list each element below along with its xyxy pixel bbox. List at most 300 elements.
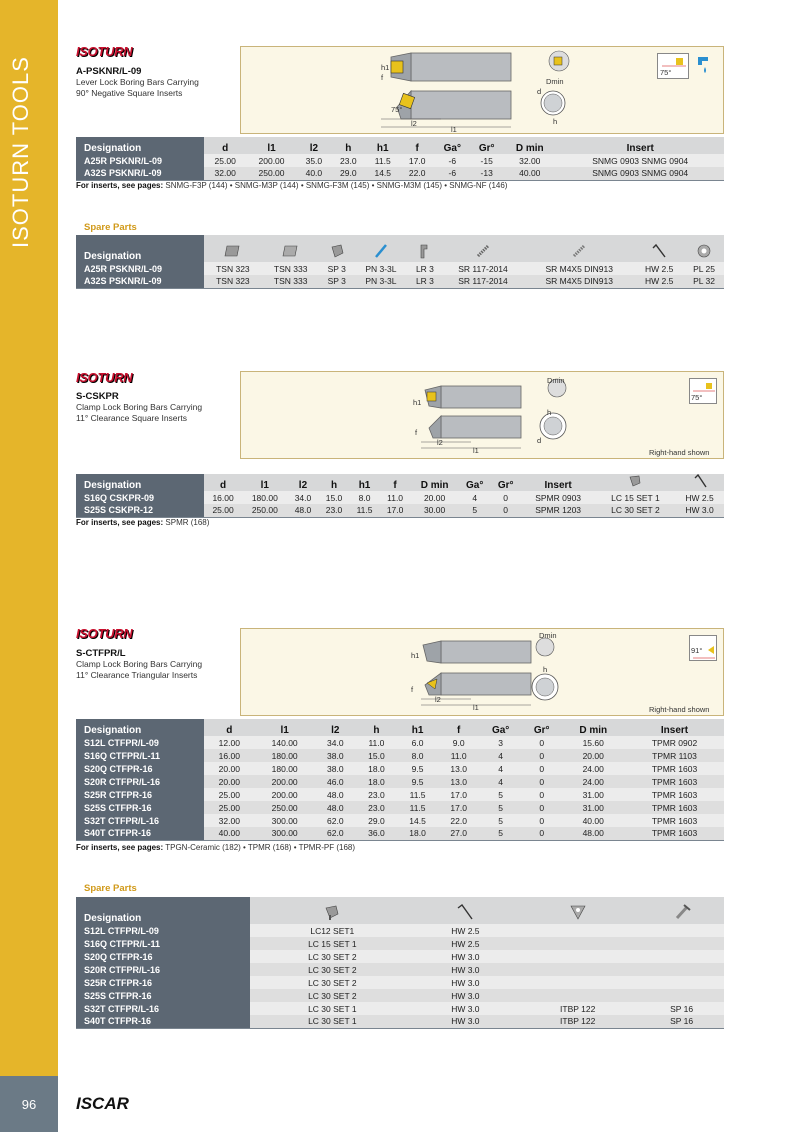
cell: 0 bbox=[522, 814, 561, 827]
col-header: D min bbox=[503, 137, 556, 154]
cell: 32.00 bbox=[204, 167, 246, 180]
cell: 16.00 bbox=[204, 749, 255, 762]
table-row bbox=[76, 788, 724, 801]
cell: 15.0 bbox=[356, 749, 397, 762]
cell: 38.0 bbox=[315, 762, 356, 775]
cell: SNMG 0903 SNMG 0904 bbox=[556, 167, 724, 180]
right-hand-caption: Right-hand shown bbox=[649, 705, 710, 714]
isoturn-logo: ISOTURN bbox=[76, 370, 133, 385]
designation-cell: S25S CTFPR-16 bbox=[76, 989, 250, 1002]
col-header: Gr° bbox=[522, 719, 561, 736]
cell: 17.0 bbox=[400, 154, 434, 167]
cell: 62.0 bbox=[315, 827, 356, 840]
cell: HW 2.5 bbox=[675, 491, 724, 504]
table-row bbox=[76, 167, 724, 180]
cell: 17.0 bbox=[438, 801, 479, 814]
cell: 31.00 bbox=[561, 801, 625, 814]
cell: 32.00 bbox=[503, 154, 556, 167]
cell: 11.0 bbox=[438, 749, 479, 762]
spare-parts-table-1 bbox=[76, 235, 724, 289]
cell: SR 117-2014 bbox=[442, 275, 524, 288]
table-row bbox=[76, 924, 724, 937]
cell: 23.0 bbox=[356, 788, 397, 801]
cell bbox=[639, 950, 724, 963]
cell bbox=[516, 950, 639, 963]
table-row bbox=[76, 1002, 724, 1015]
spare-parts-title: Spare Parts bbox=[84, 222, 137, 233]
label-dmin: Dmin bbox=[539, 631, 557, 640]
cell: 23.0 bbox=[318, 504, 349, 517]
label-l1: l1 bbox=[473, 446, 479, 455]
label-h1: h1 bbox=[413, 398, 422, 407]
inserts-note-3: For inserts, see pages: TPGN-Ceramic (182) • TPMR (168) • TPMR-PF (168) bbox=[76, 843, 356, 852]
table-row bbox=[76, 275, 724, 288]
designation-cell: S20R CTFPR/L-16 bbox=[76, 775, 204, 788]
cell: 20.00 bbox=[561, 749, 625, 762]
cell: 31.00 bbox=[561, 788, 625, 801]
cell: 5 bbox=[479, 827, 522, 840]
cell: TPMR 1603 bbox=[625, 775, 724, 788]
table-row bbox=[76, 775, 724, 788]
cell: 0 bbox=[522, 775, 561, 788]
cell: SR M4X5 DIN913 bbox=[524, 275, 634, 288]
cell: TSN 333 bbox=[262, 275, 320, 288]
cell: TPMR 1603 bbox=[625, 827, 724, 840]
cell: SP 3 bbox=[320, 262, 354, 275]
cell: 4 bbox=[459, 491, 491, 504]
cell: TPMR 1603 bbox=[625, 801, 724, 814]
product-desc-1: Clamp Lock Boring Bars Carrying bbox=[76, 402, 203, 412]
shim-screw-icon bbox=[639, 897, 724, 924]
label-f: f bbox=[381, 73, 384, 82]
cell: TSN 323 bbox=[204, 262, 262, 275]
cell: HW 3.0 bbox=[415, 1002, 516, 1015]
isoturn-logo: ISOTURN bbox=[76, 44, 133, 59]
cell: LR 3 bbox=[408, 275, 442, 288]
cell: 34.0 bbox=[287, 491, 318, 504]
table-row bbox=[76, 827, 724, 840]
col-header: D min bbox=[561, 719, 625, 736]
label-l2: l2 bbox=[411, 119, 417, 128]
cell: 15.0 bbox=[318, 491, 349, 504]
cell: PL 25 bbox=[684, 262, 724, 275]
cell: 11.5 bbox=[366, 154, 400, 167]
cell: 36.0 bbox=[356, 827, 397, 840]
designation-cell: S12L CTFPR/L-09 bbox=[76, 924, 250, 937]
footer-brand: ISCAR bbox=[76, 1094, 129, 1113]
cell: 18.0 bbox=[397, 827, 438, 840]
cell: 5 bbox=[479, 814, 522, 827]
product-desc-2: 11° Clearance Triangular Inserts bbox=[76, 670, 198, 680]
cell: 48.00 bbox=[561, 827, 625, 840]
cell: 9.5 bbox=[397, 775, 438, 788]
cell: 0 bbox=[522, 762, 561, 775]
cell: 9.5 bbox=[397, 762, 438, 775]
hex-key-icon bbox=[415, 897, 516, 924]
label-f: f bbox=[415, 428, 418, 437]
cell: PN 3-3L bbox=[354, 275, 408, 288]
col-header: f bbox=[400, 137, 434, 154]
product-desc-2: 90° Negative Square Inserts bbox=[76, 88, 183, 98]
col-header: f bbox=[380, 474, 411, 491]
cell: SNMG 0903 SNMG 0904 bbox=[556, 154, 724, 167]
designation-cell: S16Q CTFPR/L-11 bbox=[76, 937, 250, 950]
inserts-note-2: For inserts, see pages: SPMR (168) bbox=[76, 518, 210, 527]
col-header: f bbox=[438, 719, 479, 736]
table-row bbox=[76, 963, 724, 976]
cell: 140.00 bbox=[255, 736, 315, 749]
cell: 11.5 bbox=[397, 788, 438, 801]
cell: 5 bbox=[479, 788, 522, 801]
product-title: A-PSKNR/L-09 bbox=[76, 66, 142, 77]
cell: 11.0 bbox=[356, 736, 397, 749]
col-header: h1 bbox=[350, 474, 380, 491]
cell: -13 bbox=[470, 167, 503, 180]
cell: 8.0 bbox=[397, 749, 438, 762]
cell: 18.0 bbox=[356, 762, 397, 775]
cell: TPMR 1603 bbox=[625, 762, 724, 775]
cell: 200.00 bbox=[246, 154, 296, 167]
label-dmin: Dmin bbox=[547, 376, 565, 385]
designation-cell: S25S CTFPR-16 bbox=[76, 801, 204, 814]
cell: 0 bbox=[522, 736, 561, 749]
cell: 3 bbox=[479, 736, 522, 749]
cell: LC 30 SET 2 bbox=[596, 504, 675, 517]
cell: 4 bbox=[479, 749, 522, 762]
col-header: Ga° bbox=[479, 719, 522, 736]
cell bbox=[516, 989, 639, 1002]
cell: HW 3.0 bbox=[415, 1015, 516, 1028]
clamp-icon bbox=[320, 235, 354, 262]
col-header: Ga° bbox=[459, 474, 491, 491]
designation-cell: S25R CTFPR-16 bbox=[76, 788, 204, 801]
table-row bbox=[76, 801, 724, 814]
cell: 0 bbox=[491, 504, 521, 517]
lever-icon bbox=[408, 235, 442, 262]
label-l2: l2 bbox=[437, 438, 443, 447]
cell: SR M4X5 DIN913 bbox=[524, 262, 634, 275]
spare-parts-table-3 bbox=[76, 897, 724, 1029]
product-desc-2: 11° Clearance Square Inserts bbox=[76, 413, 187, 423]
col-header: l1 bbox=[242, 474, 287, 491]
sidebar bbox=[0, 0, 58, 1132]
cell: 29.0 bbox=[356, 814, 397, 827]
cell: TPMR 0902 bbox=[625, 736, 724, 749]
screw-icon bbox=[442, 235, 524, 262]
cell: 27.0 bbox=[438, 827, 479, 840]
cell: LC12 SET1 bbox=[250, 924, 415, 937]
designation-cell: A32S PSKNR/L-09 bbox=[76, 167, 204, 180]
cell: 250.00 bbox=[246, 167, 296, 180]
shim-icon bbox=[516, 897, 639, 924]
col-header: h bbox=[356, 719, 397, 736]
clamp-set-icon bbox=[596, 474, 675, 491]
cell: 250.00 bbox=[242, 504, 287, 517]
table-row bbox=[76, 937, 724, 950]
col-header: l1 bbox=[255, 719, 315, 736]
cell: 34.0 bbox=[315, 736, 356, 749]
cell bbox=[639, 989, 724, 1002]
col-header: D min bbox=[411, 474, 459, 491]
designation-cell: A25R PSKNR/L-09 bbox=[76, 154, 204, 167]
label-angle: 75° bbox=[391, 105, 403, 114]
table-row bbox=[76, 749, 724, 762]
page-number: 96 bbox=[0, 1076, 58, 1132]
cell: 40.0 bbox=[297, 167, 331, 180]
label-h: h bbox=[553, 117, 558, 126]
cell: SR 117-2014 bbox=[442, 262, 524, 275]
cell: 25.00 bbox=[204, 154, 246, 167]
cell: 13.0 bbox=[438, 775, 479, 788]
cell: LR 3 bbox=[408, 262, 442, 275]
pin-icon bbox=[354, 235, 408, 262]
approach-angle-icon: 75° bbox=[657, 53, 689, 79]
shim-icon bbox=[204, 235, 262, 262]
tool-diagram bbox=[240, 371, 724, 459]
nut-icon bbox=[684, 235, 724, 262]
cell: LC 30 SET 1 bbox=[250, 1002, 415, 1015]
col-header: Designation bbox=[76, 897, 250, 924]
cell: 46.0 bbox=[315, 775, 356, 788]
cell: 24.00 bbox=[561, 775, 625, 788]
designation-cell: S20Q CTFPR-16 bbox=[76, 762, 204, 775]
cell: 0 bbox=[491, 491, 521, 504]
cell: 23.0 bbox=[331, 154, 365, 167]
cell: 11.5 bbox=[350, 504, 380, 517]
col-header: d bbox=[204, 474, 242, 491]
cell: 17.0 bbox=[438, 788, 479, 801]
cell: LC 30 SET 2 bbox=[250, 976, 415, 989]
cell: 18.0 bbox=[356, 775, 397, 788]
spec-table-3 bbox=[76, 719, 724, 841]
label-h1: h1 bbox=[411, 651, 420, 660]
table-row bbox=[76, 736, 724, 749]
col-header: l2 bbox=[287, 474, 318, 491]
col-header: l2 bbox=[297, 137, 331, 154]
cell: 0 bbox=[522, 749, 561, 762]
cell: 25.00 bbox=[204, 788, 255, 801]
spec-table-2 bbox=[76, 474, 724, 518]
cell: 25.00 bbox=[204, 504, 242, 517]
col-header: Designation bbox=[76, 137, 204, 154]
shim-icon bbox=[262, 235, 320, 262]
cell bbox=[639, 963, 724, 976]
cell: 38.0 bbox=[315, 749, 356, 762]
cell: LC 30 SET 1 bbox=[250, 1015, 415, 1028]
cell: 300.00 bbox=[255, 814, 315, 827]
cell: HW 2.5 bbox=[634, 275, 684, 288]
label-h: h bbox=[543, 665, 548, 674]
cell: 48.0 bbox=[287, 504, 318, 517]
right-hand-caption: Right-hand shown bbox=[649, 448, 710, 457]
table-row bbox=[76, 154, 724, 167]
cell: HW 3.0 bbox=[415, 950, 516, 963]
cell: 23.0 bbox=[356, 801, 397, 814]
col-header: Gr° bbox=[470, 137, 503, 154]
table-row bbox=[76, 976, 724, 989]
designation-cell: S40T CTFPR-16 bbox=[76, 1015, 250, 1028]
cell: HW 3.0 bbox=[415, 963, 516, 976]
boring-bar-drawing bbox=[241, 372, 725, 460]
cell: SPMR 1203 bbox=[521, 504, 596, 517]
cell: 20.00 bbox=[204, 775, 255, 788]
col-header: h1 bbox=[366, 137, 400, 154]
designation-cell: S20R CTFPR/L-16 bbox=[76, 963, 250, 976]
cell: TSN 323 bbox=[204, 275, 262, 288]
label-l1: l1 bbox=[473, 703, 479, 712]
cell: 48.0 bbox=[315, 788, 356, 801]
col-header: d bbox=[204, 719, 255, 736]
cell: 13.0 bbox=[438, 762, 479, 775]
table-row bbox=[76, 1015, 724, 1028]
cell: 200.00 bbox=[255, 788, 315, 801]
designation-cell: S25S CSKPR-12 bbox=[76, 504, 204, 517]
cell: SPMR 0903 bbox=[521, 491, 596, 504]
cell: 25.00 bbox=[204, 801, 255, 814]
col-header: Insert bbox=[556, 137, 724, 154]
cell: 17.0 bbox=[380, 504, 411, 517]
spare-parts-title: Spare Parts bbox=[84, 883, 137, 894]
cell: 6.0 bbox=[397, 736, 438, 749]
cell: 0 bbox=[522, 788, 561, 801]
sidebar-title: ISOTURN TOOLS bbox=[8, 56, 33, 248]
cell bbox=[516, 976, 639, 989]
cell: 24.00 bbox=[561, 762, 625, 775]
cell: 12.00 bbox=[204, 736, 255, 749]
approach-angle-icon: 91° bbox=[689, 635, 717, 661]
col-header: Insert bbox=[625, 719, 724, 736]
cell: ITBP 122 bbox=[516, 1002, 639, 1015]
cell bbox=[639, 937, 724, 950]
cell: 0 bbox=[522, 827, 561, 840]
designation-cell: S16Q CTFPR/L-11 bbox=[76, 749, 204, 762]
designation-cell: S12L CTFPR/L-09 bbox=[76, 736, 204, 749]
cell: LC 30 SET 2 bbox=[250, 950, 415, 963]
label-d: d bbox=[537, 87, 542, 96]
cell: SP 16 bbox=[639, 1015, 724, 1028]
cell: 35.0 bbox=[297, 154, 331, 167]
designation-cell: A32S PSKNR/L-09 bbox=[76, 275, 204, 288]
cell bbox=[516, 924, 639, 937]
tool-diagram bbox=[240, 628, 724, 716]
cell: 11.5 bbox=[397, 801, 438, 814]
cell: 20.00 bbox=[204, 762, 255, 775]
label-dmin: Dmin bbox=[546, 77, 564, 86]
cell: 180.00 bbox=[242, 491, 287, 504]
product-desc-1: Lever Lock Boring Bars Carrying bbox=[76, 77, 199, 87]
label-h1: h1 bbox=[381, 63, 390, 72]
cell: 4 bbox=[479, 762, 522, 775]
col-header: Gr° bbox=[491, 474, 521, 491]
isoturn-logo: ISOTURN bbox=[76, 626, 133, 641]
cell: SP 3 bbox=[320, 275, 354, 288]
col-header: h bbox=[331, 137, 365, 154]
table-row bbox=[76, 262, 724, 275]
cell: 5 bbox=[459, 504, 491, 517]
cell: 8.0 bbox=[350, 491, 380, 504]
boring-bar-drawing bbox=[241, 47, 725, 135]
cell: 32.00 bbox=[204, 814, 255, 827]
cell: 40.00 bbox=[561, 814, 625, 827]
col-header: Designation bbox=[76, 235, 204, 262]
coolant-icon bbox=[695, 53, 715, 77]
cell: 4 bbox=[479, 775, 522, 788]
cell: HW 3.0 bbox=[675, 504, 724, 517]
hex-key-icon bbox=[634, 235, 684, 262]
cell: -6 bbox=[434, 167, 470, 180]
cell: ITBP 122 bbox=[516, 1015, 639, 1028]
cell: 250.00 bbox=[255, 801, 315, 814]
label-d: d bbox=[537, 436, 542, 445]
cell: PL 32 bbox=[684, 275, 724, 288]
cell: 22.0 bbox=[400, 167, 434, 180]
col-header: l2 bbox=[315, 719, 356, 736]
label-f: f bbox=[411, 685, 414, 694]
tool-diagram bbox=[240, 46, 724, 134]
product-desc-1: Clamp Lock Boring Bars Carrying bbox=[76, 659, 203, 669]
cell: 0 bbox=[522, 801, 561, 814]
cell: 16.00 bbox=[204, 491, 242, 504]
col-header: h bbox=[318, 474, 349, 491]
table-row bbox=[76, 989, 724, 1002]
designation-cell: S32T CTFPR/L-16 bbox=[76, 814, 204, 827]
cell bbox=[639, 924, 724, 937]
cell: LC 15 SET 1 bbox=[596, 491, 675, 504]
label-l1: l1 bbox=[451, 125, 457, 134]
cell: 14.5 bbox=[397, 814, 438, 827]
table-row bbox=[76, 491, 724, 504]
inserts-note-1: For inserts, see pages: SNMG-F3P (144) • SNMG-M3P (144) • SNMG-F3M (145) • SNMG-M3M (145) • SNMG-NF (146) bbox=[76, 181, 508, 190]
cell: 9.0 bbox=[438, 736, 479, 749]
cell: 5 bbox=[479, 801, 522, 814]
cell: LC 30 SET 2 bbox=[250, 963, 415, 976]
cell: 180.00 bbox=[255, 749, 315, 762]
cell: HW 2.5 bbox=[415, 924, 516, 937]
cell: -6 bbox=[434, 154, 470, 167]
cell: 48.0 bbox=[315, 801, 356, 814]
screw-icon bbox=[524, 235, 634, 262]
hex-key-icon bbox=[675, 474, 724, 491]
table-row bbox=[76, 814, 724, 827]
cell bbox=[516, 963, 639, 976]
table-row bbox=[76, 950, 724, 963]
col-header: Insert bbox=[521, 474, 596, 491]
col-header: h1 bbox=[397, 719, 438, 736]
cell: 22.0 bbox=[438, 814, 479, 827]
cell: TPMR 1103 bbox=[625, 749, 724, 762]
col-header: Designation bbox=[76, 719, 204, 736]
cell: 40.00 bbox=[503, 167, 556, 180]
cell: 200.00 bbox=[255, 775, 315, 788]
cell: HW 2.5 bbox=[634, 262, 684, 275]
boring-bar-drawing bbox=[241, 629, 725, 717]
clamp-set-icon bbox=[250, 897, 415, 924]
cell: TPMR 1603 bbox=[625, 814, 724, 827]
cell: 29.0 bbox=[331, 167, 365, 180]
cell: TSN 333 bbox=[262, 262, 320, 275]
cell bbox=[516, 937, 639, 950]
col-header: d bbox=[204, 137, 246, 154]
cell: 300.00 bbox=[255, 827, 315, 840]
cell: -15 bbox=[470, 154, 503, 167]
cell: 14.5 bbox=[366, 167, 400, 180]
cell: LC 15 SET 1 bbox=[250, 937, 415, 950]
designation-cell: S40T CTFPR-16 bbox=[76, 827, 204, 840]
label-l2: l2 bbox=[435, 695, 441, 704]
designation-cell: S16Q CSKPR-09 bbox=[76, 491, 204, 504]
product-title: S-CTFPR/L bbox=[76, 648, 126, 659]
cell: TPMR 1603 bbox=[625, 788, 724, 801]
